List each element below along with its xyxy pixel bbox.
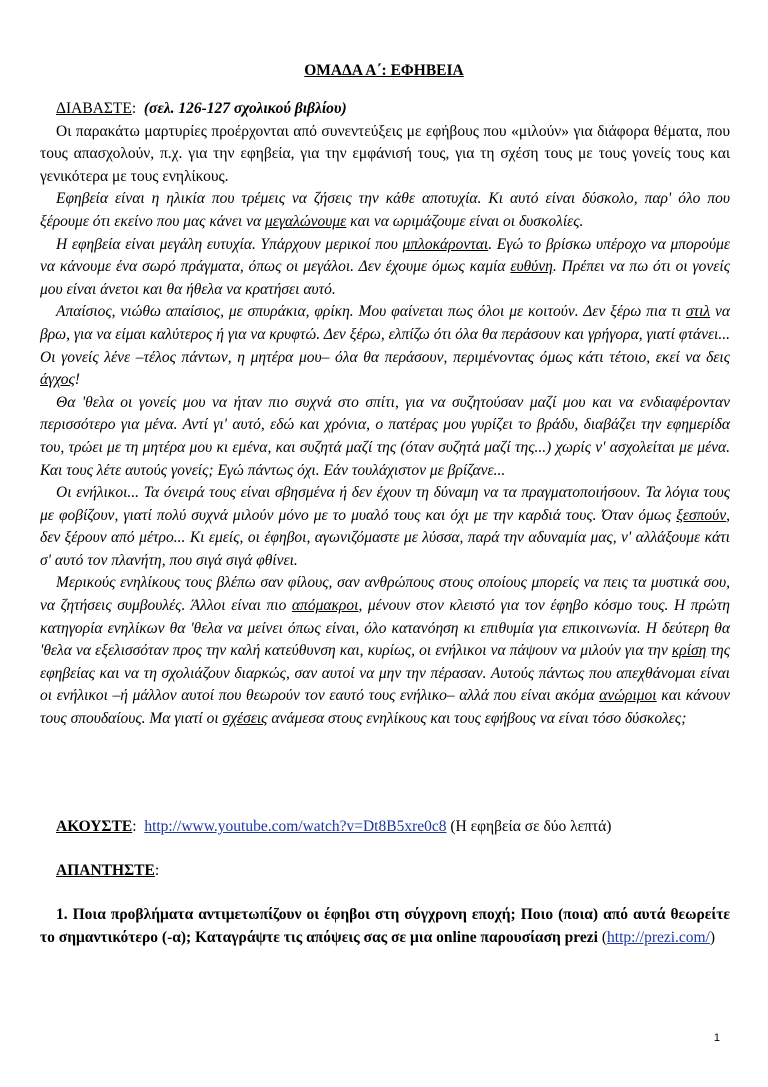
read-section xyxy=(40,98,730,731)
testimony-6-text: Μερικούς ενηλίκους τους βλέπω σαν φίλους, σαν ανθρώπους στους οποίους μπορείς να πεις τα μυστικά σου, να ζητήσεις συμβουλές. Άλλοι είναι πιο xyxy=(40,574,730,615)
testimony-1-text: Εφηβεία είναι η ηλικία που τρέμεις να ζήσεις την κάθε αποτυχία. Κι αυτό είναι δύσκολο, παρ' όλο που ξέρουμε ότι εκείνο που μας κάνει να xyxy=(40,190,730,230)
prezi-link[interactable]: http://prezi.com/ xyxy=(607,928,710,946)
testimony-2-text-mid: . Εγώ το βρίσκω υπέροχο να μπορούμε να κάνουμε ένα σωρό πράγματα, όπως οι μεγάλοι. Δεν έχουμε όμως καμία xyxy=(40,235,730,276)
testimony-5 xyxy=(40,482,730,572)
question-1 xyxy=(40,904,730,949)
youtube-link[interactable]: http://www.youtube.com/watch?v=Dt8B5xre0c8 xyxy=(144,818,447,835)
listen-label: ΑΚΟΥΣΤΕ xyxy=(56,818,133,835)
read-label: ΔΙΑΒΑΣΤΕ xyxy=(56,100,132,117)
testimony-3 xyxy=(40,301,730,391)
question-1-paren-close: ) xyxy=(709,928,716,946)
testimony-3-text-mid: να βρω, για να είμαι καλύτερος ή για να κρυφτώ. Δεν ξέρω, ελπίζω ότι όλα θα περάσουν και γρήγορα, γιατί φτάνει... Οι γονείς λένε –τέλος πάντων, η μητέρα μου– όλα θα περάσουν, περιμένοντας όμως κάτι τέτοιο, εκεί να δεις xyxy=(40,303,730,366)
underlined-word: απόμακροι xyxy=(291,597,359,615)
underlined-word: ξεσπούν xyxy=(676,506,727,524)
underlined-word: σχέσεις xyxy=(222,710,268,728)
testimony-6-text-e: ανάμεσα στους ενηλίκους και τους εφήβους να είναι τόσο δύσκολες; xyxy=(267,710,687,728)
read-heading: ΔΙΑΒΑΣΤΕ: (σελ. 126-127 σχολικού βιβλίου) xyxy=(56,100,347,117)
testimony-1-text-end: και να ωριμάζουμε είναι οι δυσκολίες. xyxy=(346,212,584,230)
answer-label: ΑΠΑΝΤΗΣΤΕ xyxy=(56,862,155,879)
read-intro: Οι παρακάτω μαρτυρίες προέρχονται από συνεντεύξεις με εφήβους που «μιλούν» για διάφορα θέματα, που τους απασχολούν, π.χ. για την εφηβεία, για την εμφάνισή τους, για τη σχέση τους με τους γονείς τους και γενικότερα με τους ενηλίκους. xyxy=(40,122,730,185)
underlined-word: ανώριμοι xyxy=(599,687,657,705)
question-1-text: 1. Ποια προβλήματα αντιμετωπίζουν οι έφηβοι στη σύγχρονη εποχή; Ποιο (ποια) από αυτά θεωρείτε το σημαντικότερο (-α); Καταγράψτε τις απόψεις σας σε μια online παρουσίαση prezi xyxy=(40,906,730,946)
answer-heading: ΑΠΑΝΤΗΣΤΕ: xyxy=(56,862,160,879)
testimony-1 xyxy=(40,188,730,233)
underlined-word: μπλοκάρονται xyxy=(402,235,489,253)
listen-note: (Η εφηβεία σε δύο λεπτά) xyxy=(450,818,612,835)
underlined-word: άγχος xyxy=(40,371,75,389)
underlined-word: κρίση xyxy=(671,642,707,660)
testimony-3-text: Απαίσιος, νιώθω απαίσιος, με σπυράκια, φρίκη. Μου φαίνεται πως όλοι με κοιτούν. Δεν ξέρω πια τι xyxy=(56,303,686,321)
testimony-4: Θα 'θελα οι γονείς μου να ήταν πιο συχνά στο σπίτι, για να συζητούσαν μαζί μου και να ενδιαφέρονταν περισσότερο για μένα. Αντί γι' αυτό, εδώ και χρόνια, ο πατέρας μου γυρίζει το βράδυ, διαβάζει την εφημερίδα του, τρώει με τη μητέρα μου κι εμένα, και συζητά μαζί της (όταν συζητά μαζί της...) χωρίς ν' ασχολείται με μένα. Και τους λέτε αυτούς γονείς; Εγώ πάντως όχι. Εάν τουλάχιστον με βρίζανε... xyxy=(40,393,730,479)
testimony-5-text: Οι ενήλικοι... Τα όνειρά τους είναι σβησμένα ή δεν έχουν τη δύναμη να τα πραγματοποιήσουν. Τα λόγια τους με φοβίζουν, γιατί πολύ συχνά μιλούν μόνο με το μυαλό τους και όχι με την καρδιά τους. Όταν όμως xyxy=(40,484,730,524)
testimony-3-text-end: ! xyxy=(74,371,80,389)
testimony-6-text-c: της εφηβείας και να τη σχολιάζουν διαρκώς, σαν αυτοί να μην την πέρασαν. Αυτούς πάντως που απεχθάνομαι είναι οι ενήλικοι –ή μάλλον αυτοί που θεωρούν τον εαυτό τους ενήλικο– αλλά που είναι ακόμα xyxy=(40,642,730,705)
underlined-word: ευθύνη xyxy=(510,258,553,276)
testimony-6-text-d: και κάνουν τους σπουδαίους. Μα γιατί οι xyxy=(40,687,731,728)
testimony-5-text-end: , δεν ξέρουν από μέτρο... Κι εμείς, οι έφηβοι, αγωνιζόμαστε με λύσσα, παρά την αδυναμία μας, ν' αλλάξουμε κάτι σ' αυτό τον πλανήτη, που σιγά σιγά φθίνει. xyxy=(40,506,730,569)
testimony-2-text: Η εφηβεία είναι μεγάλη ευτυχία. Υπάρχουν μερικοί που xyxy=(56,235,403,253)
testimony-6-text-b: , μένουν στον κλειστό για τον έφηβο κόσμο τους. Η πρώτη κατηγορία ενηλίκων θα 'θελα να μείνει όπως είναι, όλο κατανόηση κι επιθυμία για επικοινωνία. Η δεύτερη θα 'θελα να εξελισσόταν προς την καλή κατεύθυνση και, κυρίως, οι ενήλικοι να πάψουν να μιλούν για την xyxy=(40,597,730,660)
testimony-2 xyxy=(40,234,730,302)
testimony-2-text-end: . Πρέπει να πω ότι οι γονείς μου είναι άνετοι και θα ήθελα να κρατήσει αυτό. xyxy=(40,258,730,298)
page-title: ΟΜΑΔΑ Α΄: ΕΦΗΒΕΙΑ xyxy=(304,62,464,79)
testimony-6 xyxy=(40,572,730,730)
question-1-paren-open: ( xyxy=(601,928,608,946)
underlined-word: στιλ xyxy=(685,303,711,321)
read-source: (σελ. 126-127 σχολικού βιβλίου) xyxy=(143,100,347,117)
page-number: 1 xyxy=(713,1032,720,1044)
listen-section: ΑΚΟΥΣΤΕ: http://www.youtube.com/watch?v=Dt8B5xre0c8 (Η εφηβεία σε δύο λεπτά) xyxy=(56,818,612,835)
underlined-word: μεγαλώνουμε xyxy=(264,212,347,230)
